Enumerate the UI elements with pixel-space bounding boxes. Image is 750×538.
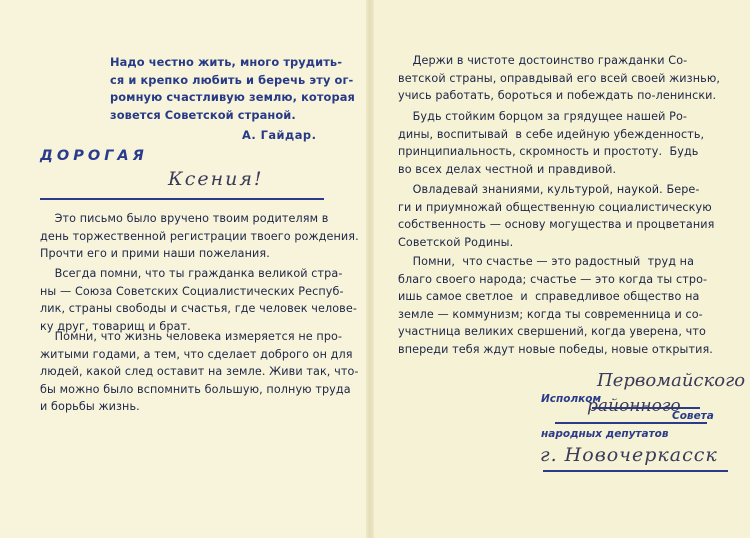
signature-ispolkom: Исполком — [541, 393, 602, 405]
signature-underline-3 — [543, 470, 728, 472]
name-underline — [40, 198, 324, 200]
signature-deputies: народных депутатов — [541, 428, 669, 440]
signature-soveta: Совета — [672, 410, 714, 422]
handwritten-district-1: Первомайского — [597, 370, 746, 391]
right-paragraph-4: Помни, что счастье — это радостный труд на благо своего народа; счастье — это когда ты стро- ишь самое светлое и справедливое общество на земле — коммунизм; когда ты современница и со- участница великих свершений, когда уверена, что впереди тебя ждут новые победы, новые открытия. — [398, 255, 713, 356]
epigraph-text: Надо честно жить, много трудить- ся и крепко любить и беречь эту ог- ромную счастливую землю, которая зовется Советской страной. — [110, 55, 355, 122]
signature-underline-2 — [555, 422, 707, 424]
greeting-heading: ДОРОГАЯ — [40, 148, 148, 164]
handwritten-district-2: районного — [587, 396, 681, 416]
right-paragraph-3: Овладевай знаниями, культурой, наукой. Бере- ги и приумножай общественную социалистическую собственность — основу могущества и процветания Советской Родины. — [398, 183, 715, 249]
right-paragraph-1: Держи в чистоте достоинство гражданки Со- ветской страны, оправдывай его всей своей жизнью, учись работать, бороться и побеждать по-ленински. — [398, 54, 721, 102]
left-paragraph-2: Всегда помни, что ты гражданка великой стра- ны — Союза Советских Социалистических Респуб- лик, страны свободы и счастья, где человек челове- ку друг, товарищ и брат. — [40, 267, 357, 333]
left-paragraph-1: Это письмо было вручено твоим родителям в день торжественной регистрации твоего рождения. Прочти его и прими наши пожелания. — [40, 212, 359, 260]
page-fold — [366, 0, 374, 538]
right-paragraph-2: Будь стойким борцом за грядущее нашей Ро- дины, воспитывай в себе идейную убежденность, принципиальность, скромность и простоту. Будь во всех делах честной и правдивой. — [398, 110, 705, 176]
left-paragraph-3: Помни, что жизнь человека измеряется не про- житыми годами, а тем, что сделает доброго он для людей, какой след оставит на земле. Живи так, что- бы можно было вспомнить большую, полную труда и борьбы жизнь. — [40, 330, 359, 413]
handwritten-name: Ксения! — [168, 168, 264, 190]
handwritten-city: г. Новочеркасск — [540, 444, 718, 466]
epigraph-author: А. Гайдар. — [242, 128, 317, 142]
